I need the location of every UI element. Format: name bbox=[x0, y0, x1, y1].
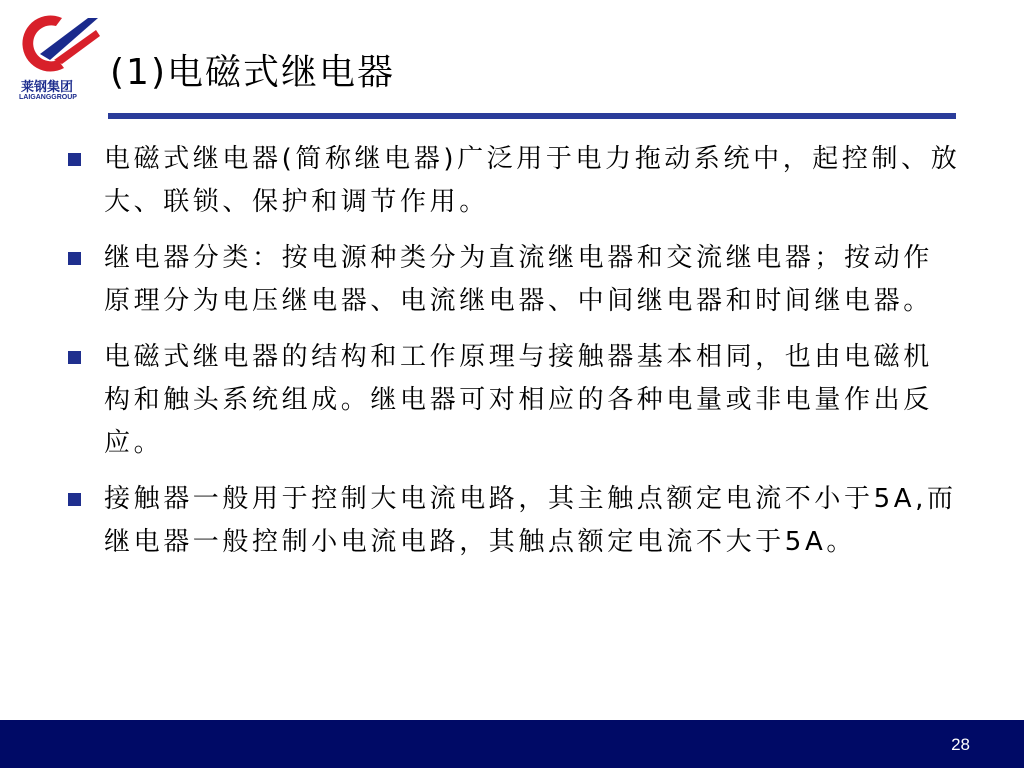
bullet-text: 电磁式继电器的结构和工作原理与接触器基本相同，也由电磁机构和触头系统组成。继电器可对相应的各种电量或非电量作出反应。 bbox=[104, 342, 933, 458]
bullet-text: 继电器分类：按电源种类分为直流继电器和交流继电器；按动作原理分为电压继电器、电流继电器、中间继电器和时间继电器。 bbox=[104, 243, 933, 316]
square-bullet-icon bbox=[68, 351, 81, 364]
list-item bbox=[66, 138, 976, 224]
list-item bbox=[66, 478, 976, 564]
page-number: 28 bbox=[951, 735, 970, 754]
square-bullet-icon bbox=[68, 493, 81, 506]
footer-bar bbox=[0, 720, 1024, 768]
bullet-list bbox=[66, 138, 976, 577]
list-item bbox=[66, 237, 976, 323]
logo-chinese-name: 莱钢集团 bbox=[20, 80, 73, 95]
slide-title: (1)电磁式继电器 bbox=[110, 52, 395, 93]
bullet-text: 电磁式继电器(简称继电器)广泛用于电力拖动系统中，起控制、放大、联锁、保护和调节作用。 bbox=[104, 144, 961, 217]
square-bullet-icon bbox=[68, 153, 81, 166]
company-logo bbox=[10, 10, 102, 104]
title-divider bbox=[108, 113, 956, 119]
logo-english-name: LAIGANGGROUP bbox=[19, 94, 77, 101]
bullet-text: 接触器一般用于控制大电流电路，其主触点额定电流不小于5A,而继电器一般控制小电流电路，其触点额定电流不大于5A。 bbox=[104, 484, 957, 557]
list-item bbox=[66, 336, 976, 465]
square-bullet-icon bbox=[68, 252, 81, 265]
logo-mark-icon bbox=[10, 10, 102, 80]
